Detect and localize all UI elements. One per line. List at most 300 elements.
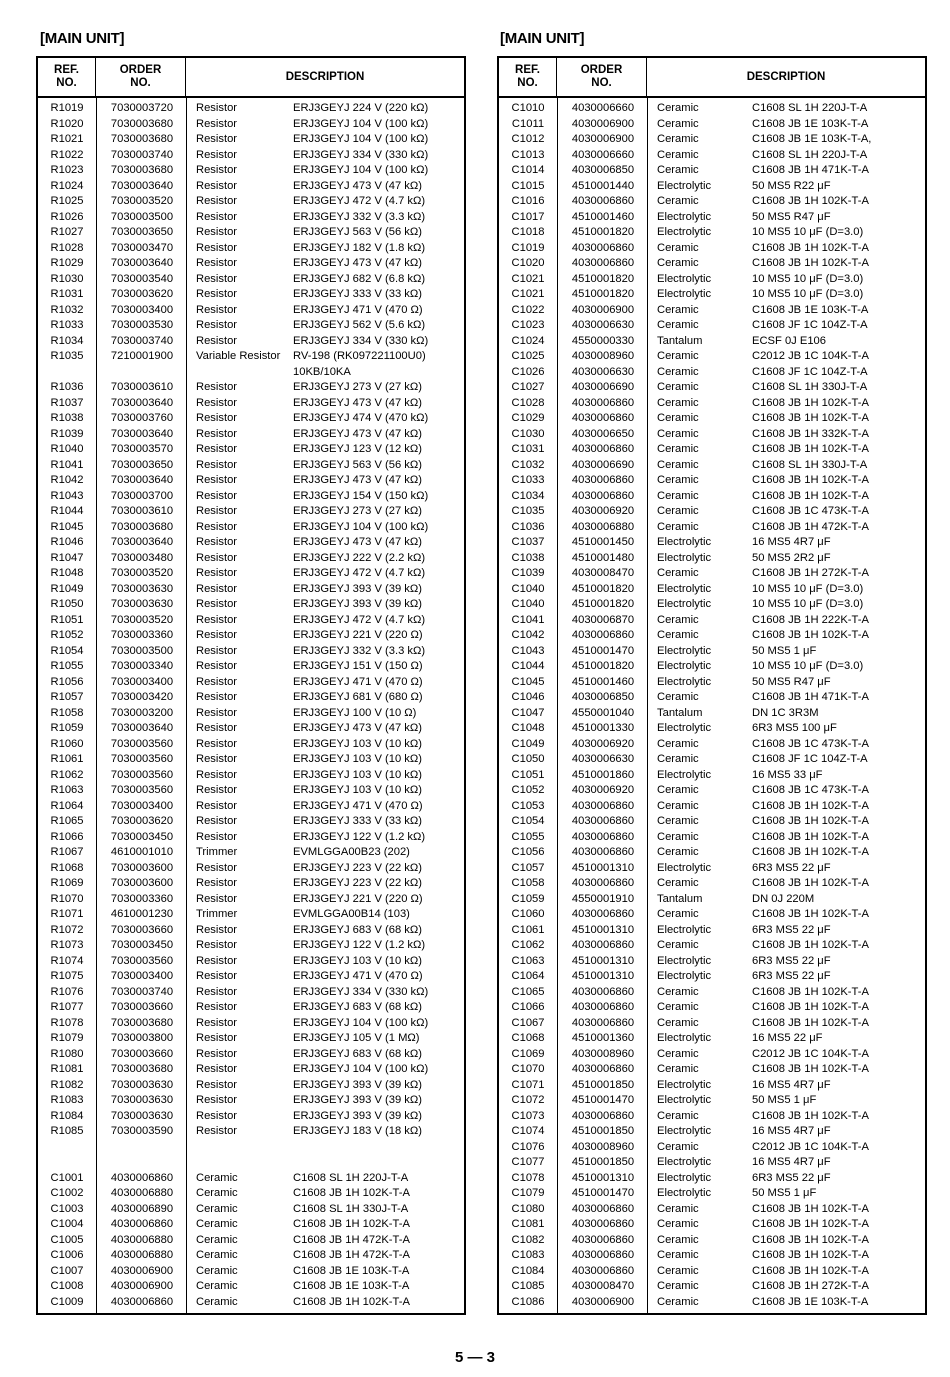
ref-no: C1058 [511, 877, 545, 889]
ref-no-header: REF. NO. [38, 58, 96, 96]
order-no: 7030003630 [110, 598, 174, 610]
order-no: 7030003800 [110, 1032, 174, 1044]
order-no-header: ORDER NO. [96, 58, 186, 96]
part-type: Ceramic [657, 102, 699, 114]
table-row [499, 1016, 925, 1032]
part-spec: ERJ3GEYJ 473 V (47 kΩ) [293, 179, 422, 192]
part-spec: ERJ3GEYJ 104 V (100 kΩ) [293, 117, 429, 130]
part-spec: ERJ3GEYJ 332 V (3.3 kΩ) [293, 210, 426, 223]
table-row [38, 1093, 464, 1109]
order-no: 7030003620 [110, 288, 174, 300]
table-header [499, 58, 925, 98]
left-section-title: [MAIN UNIT] [40, 30, 125, 47]
part-spec: C1608 JB 1H 102K-T-A [752, 799, 869, 812]
part-type: Ceramic [657, 613, 699, 626]
part-spec: 10 MS5 10 μF (D=3.0) [752, 226, 864, 238]
part-type: Ceramic [657, 830, 699, 843]
ref-no: C1048 [511, 722, 545, 734]
part-spec: ERJ3GEYJ 473 V (47 kΩ) [293, 396, 422, 409]
order-no: 4510001310 [571, 954, 635, 967]
order-no: 4610001010 [110, 846, 174, 858]
part-spec: C1608 JB 1H 102K-T-A [752, 908, 869, 920]
part-spec: C1608 JB 1H 102K-T-A [752, 1063, 869, 1075]
ref-no: C1035 [511, 505, 545, 517]
part-spec: ERJ3GEYJ 393 V (39 kΩ) [293, 1109, 422, 1122]
part-spec: C1608 JB 1H 472K-T-A [293, 1233, 410, 1246]
part-type: Electrolytic [657, 1078, 712, 1091]
order-no: 4030006860 [571, 489, 635, 502]
ref-no: C1011 [511, 117, 545, 130]
table-row [38, 427, 464, 443]
ref-no: R1022 [50, 148, 84, 161]
table-row [38, 272, 464, 288]
order-no: 4550001040 [571, 706, 635, 719]
part-type: Resistor [196, 737, 238, 750]
order-no: 7030003600 [110, 877, 174, 889]
table-row [499, 1186, 925, 1202]
order-no: 4030006850 [571, 164, 635, 176]
order-no: 4030006860 [571, 1063, 635, 1075]
table-row [499, 287, 925, 303]
ref-no: R1028 [50, 241, 84, 254]
table-row [499, 225, 925, 241]
part-spec: C1608 JB 1H 102K-T-A [752, 1264, 869, 1277]
part-type: Resistor [196, 1016, 238, 1029]
part-spec: EVMLGGA00B14 (103) [293, 908, 410, 920]
order-no: 4510001470 [571, 1187, 635, 1199]
table-row [38, 892, 464, 908]
part-type: Resistor [196, 815, 238, 827]
part-spec: C1608 JB 1H 332K-T-A [752, 427, 869, 440]
order-no: 4030006870 [571, 613, 635, 626]
order-no: 4510001440 [571, 179, 635, 192]
part-type: Resistor [196, 443, 238, 455]
part-type: Electrolytic [657, 1156, 712, 1168]
part-spec: ERJ3GEYJ 563 V (56 kΩ) [293, 458, 422, 471]
ref-no: R1025 [50, 195, 84, 207]
part-type: Ceramic [196, 1249, 238, 1261]
part-type: Tantalum [657, 892, 703, 905]
table-row [499, 427, 925, 443]
table-row [499, 458, 925, 474]
order-no: 4030008960 [571, 1140, 635, 1153]
part-spec: ERJ3GEYJ 182 V (1.8 kΩ) [293, 241, 426, 254]
part-type: Resistor [196, 1001, 238, 1013]
order-no: 4030006860 [571, 241, 635, 254]
part-spec: C1608 JF 1C 104Z-T-A [752, 319, 868, 331]
part-spec: 16 MS5 4R7 μF [752, 536, 831, 548]
table-row [499, 334, 925, 350]
table-row [38, 721, 464, 737]
part-type: Resistor [196, 179, 238, 192]
part-type: Ceramic [657, 195, 699, 207]
part-spec: C1608 JF 1C 104Z-T-A [752, 753, 868, 765]
table-row [499, 690, 925, 706]
table-row [499, 783, 925, 799]
part-type: Resistor [196, 1109, 238, 1122]
part-type: Electrolytic [657, 179, 712, 192]
ref-no: C1057 [511, 861, 545, 874]
ref-no: C1031 [511, 443, 545, 455]
ref-no: R1030 [50, 272, 84, 285]
ref-no: C1019 [511, 241, 545, 254]
ref-no [38, 1140, 96, 1156]
ref-no: R1070 [50, 892, 84, 905]
order-no: 4610001230 [110, 908, 174, 920]
part-type: Resistor [196, 582, 238, 595]
part-type: Electrolytic [657, 861, 712, 874]
ref-no: R1077 [50, 1001, 84, 1013]
order-no: 7030003400 [110, 675, 174, 688]
order-no: 7210001900 [110, 350, 174, 362]
ref-no: R1069 [50, 877, 84, 889]
part-type: Ceramic [657, 846, 699, 858]
part-type: Ceramic [657, 815, 699, 827]
part-type: Resistor [196, 272, 238, 285]
order-no: 4510001310 [571, 861, 635, 874]
ref-no: C1032 [511, 458, 545, 471]
order-no: 4030006860 [571, 815, 635, 827]
order-no: 7030003470 [110, 241, 174, 254]
table-row [499, 349, 925, 365]
ref-no: R1057 [50, 691, 84, 703]
ref-no: R1058 [50, 706, 84, 719]
table-row [499, 985, 925, 1001]
table-row [38, 628, 464, 644]
table-row [499, 845, 925, 861]
part-type: Resistor [196, 970, 238, 982]
table-row [38, 907, 464, 923]
page-number: 5 — 3 [454, 1349, 496, 1366]
part-spec: 6R3 MS5 22 μF [752, 861, 831, 874]
part-spec: C1608 JB 1H 102K-T-A [752, 1233, 869, 1246]
order-no: 7030003360 [110, 892, 174, 905]
part-type: Ceramic [657, 1280, 699, 1292]
order-no: 7030003570 [110, 443, 174, 455]
order-no: 7030003600 [110, 861, 174, 874]
order-no: 7030003340 [110, 660, 174, 672]
part-type: Ceramic [657, 443, 699, 455]
ref-no: C1076 [511, 1140, 545, 1153]
part-type: Resistor [196, 1032, 238, 1044]
part-type: Resistor [196, 489, 238, 502]
table-row [38, 969, 464, 985]
part-type: Resistor [196, 148, 238, 161]
ref-no: C1027 [511, 381, 545, 393]
part-type: Resistor [196, 195, 238, 207]
order-no: 4030008960 [571, 350, 635, 362]
table-row [38, 1062, 464, 1078]
part-type: Electrolytic [657, 722, 712, 734]
part-type: Resistor [196, 939, 238, 951]
order-no: 4030006860 [571, 830, 635, 843]
order-no-header: ORDER NO. [557, 58, 647, 96]
part-type: Resistor [196, 598, 238, 610]
order-no: 7030003500 [110, 644, 174, 657]
order-no: 7030003530 [110, 319, 174, 331]
part-spec: ERJ3GEYJ 334 V (330 kΩ) [293, 334, 429, 347]
table-row [38, 613, 464, 629]
part-type: Ceramic [657, 505, 699, 517]
order-no: 4030006860 [571, 1109, 635, 1122]
part-spec: C1608 JF 1C 104Z-T-A [752, 365, 868, 378]
part-type: Electrolytic [657, 1125, 712, 1137]
part-type: Electrolytic [657, 272, 712, 285]
table-row [499, 1171, 925, 1187]
ref-no: R1084 [50, 1109, 84, 1122]
ref-no: C1068 [511, 1032, 545, 1044]
ref-no: R1046 [50, 536, 84, 548]
table-row [499, 396, 925, 412]
ref-no: C1025 [511, 350, 545, 362]
part-type: Ceramic [657, 350, 699, 362]
table-row [499, 256, 925, 272]
order-no: 4510001820 [571, 272, 635, 285]
part-spec: C1608 JB 1H 102K-T-A [752, 1249, 869, 1261]
table-row [38, 1264, 464, 1280]
part-spec: ERJ3GEYJ 104 V (100 kΩ) [293, 133, 429, 145]
part-spec: ERJ3GEYJ 472 V (4.7 kΩ) [293, 613, 426, 626]
part-type: Ceramic [657, 303, 699, 316]
order-no: 7030003500 [110, 210, 174, 223]
table-row [499, 132, 925, 148]
order-no: 7030003400 [110, 970, 174, 982]
part-type: Ceramic [657, 489, 699, 502]
table-row [499, 907, 925, 923]
order-no: 7030003680 [110, 164, 174, 176]
table-row [499, 1000, 925, 1016]
table-row [499, 163, 925, 179]
part-spec: ERJ3GEYJ 103 V (10 kΩ) [293, 753, 422, 765]
right-parts-table [497, 56, 927, 1315]
part-type: Ceramic [657, 1001, 699, 1013]
part-type: Ceramic [657, 133, 699, 145]
order-no: 7030003520 [110, 195, 174, 207]
part-spec: ERJ3GEYJ 223 V (22 kΩ) [293, 861, 422, 874]
order-no: 7030003640 [110, 396, 174, 409]
part-type: Ceramic [196, 1202, 238, 1215]
order-no: 7030003680 [110, 520, 174, 533]
table-row [38, 287, 464, 303]
order-no: 4030006860 [571, 629, 635, 641]
part-spec: 50 MS5 R47 μF [752, 210, 831, 223]
part-type: Ceramic [196, 1171, 238, 1184]
part-spec: C1608 JB 1H 102K-T-A [293, 1218, 410, 1230]
ref-no: R1040 [50, 443, 84, 455]
part-spec: ERJ3GEYJ 103 V (10 kΩ) [293, 954, 422, 967]
part-type: Resistor [196, 303, 238, 316]
order-no: 4030006900 [571, 303, 635, 316]
ref-no: C1010 [511, 102, 545, 114]
ref-no-header: REF. NO. [499, 58, 557, 96]
ref-no: R1075 [50, 970, 84, 982]
part-type: Resistor [196, 629, 238, 641]
part-type: Resistor [196, 210, 238, 223]
order-no: 7030003740 [110, 985, 174, 998]
part-type: Electrolytic [657, 551, 712, 564]
order-no: 4510001820 [571, 226, 635, 238]
part-type: Resistor [196, 1078, 238, 1091]
order-no: 7030003740 [110, 148, 174, 161]
part-type: Ceramic [657, 985, 699, 998]
part-type: Resistor [196, 567, 238, 579]
part-type: Ceramic [657, 1047, 699, 1060]
order-no: 7030003560 [110, 737, 174, 750]
order-no: 4510001470 [571, 644, 635, 657]
order-no: 7030003640 [110, 257, 174, 269]
part-spec: ERJ3GEYJ 393 V (39 kΩ) [293, 1078, 422, 1091]
part-spec: 50 MS5 2R2 μF [752, 551, 831, 564]
description-header: DESCRIPTION [285, 70, 365, 83]
order-no: 4510001860 [571, 768, 635, 781]
part-spec: C1608 JB 1H 272K-T-A [752, 1280, 869, 1292]
ref-no: R1081 [50, 1063, 84, 1075]
table-row [499, 194, 925, 210]
part-type: Resistor [196, 954, 238, 967]
ref-no: R1062 [50, 768, 84, 781]
part-type: Ceramic [657, 784, 699, 796]
ref-no: R1021 [50, 133, 84, 145]
ref-no: C1018 [511, 226, 545, 238]
order-no: 7030003640 [110, 536, 174, 548]
order-no: 4030006880 [110, 1233, 174, 1246]
ref-no: C1082 [511, 1233, 545, 1246]
table-row [499, 861, 925, 877]
order-no: 7030003660 [110, 923, 174, 936]
part-spec: ERJ3GEYJ 393 V (39 kΩ) [293, 582, 422, 595]
part-spec: ERJ3GEYJ 332 V (3.3 kΩ) [293, 644, 426, 657]
part-spec: C1608 JB 1H 102K-T-A [752, 1109, 869, 1122]
part-type: Ceramic [657, 691, 699, 703]
table-body [38, 98, 464, 1313]
table-row [499, 628, 925, 644]
ref-no: C1006 [50, 1249, 84, 1261]
ref-no: C1021 [511, 272, 545, 285]
part-type: Resistor [196, 396, 238, 409]
part-type: Resistor [196, 505, 238, 517]
table-row [38, 597, 464, 613]
table-row [499, 644, 925, 660]
part-type: Resistor [196, 458, 238, 471]
right-section-title: [MAIN UNIT] [500, 30, 585, 47]
part-spec: ERJ3GEYJ 472 V (4.7 kΩ) [293, 567, 426, 579]
part-type: Resistor [196, 861, 238, 874]
order-no: 4510001460 [571, 210, 635, 223]
ref-no: C1003 [50, 1202, 84, 1215]
table-row [499, 1248, 925, 1264]
table-row [38, 876, 464, 892]
ref-no: R1042 [50, 474, 84, 486]
part-type: Ceramic [657, 164, 699, 176]
table-row [499, 1279, 925, 1295]
table-body [499, 98, 925, 1313]
part-type: Resistor [196, 768, 238, 781]
ref-no: C1021 [511, 288, 545, 300]
table-row [38, 675, 464, 691]
part-type: Ceramic [657, 1295, 699, 1308]
part-spec: 16 MS5 33 μF [752, 768, 823, 781]
part-type: Electrolytic [657, 923, 712, 936]
order-no: 7030003540 [110, 272, 174, 285]
ref-no: R1036 [50, 381, 84, 393]
table-row [38, 334, 464, 350]
ref-no: C1029 [511, 412, 545, 424]
part-spec-continuation: 10KB/10KA [293, 365, 351, 378]
part-type: Electrolytic [657, 582, 712, 595]
ref-no: C1015 [511, 179, 545, 192]
part-type: Electrolytic [657, 598, 712, 610]
ref-no: C1063 [511, 954, 545, 967]
table-row [38, 225, 464, 241]
order-no: 7030003400 [110, 799, 174, 812]
order-no: 7030003680 [110, 1016, 174, 1029]
table-row [38, 551, 464, 567]
table-row [38, 737, 464, 753]
ref-no: C1020 [511, 257, 545, 269]
table-row [38, 690, 464, 706]
order-no: 4030006900 [571, 1295, 635, 1308]
ref-no: R1068 [50, 861, 84, 874]
part-spec: ERJ3GEYJ 224 V (220 kΩ) [293, 102, 429, 114]
table-row [38, 194, 464, 210]
ref-no: R1019 [50, 102, 84, 114]
table-row [499, 1264, 925, 1280]
ref-no: C1061 [511, 923, 545, 936]
order-no: 4030006860 [110, 1295, 174, 1308]
table-row [499, 969, 925, 985]
part-spec: ERJ3GEYJ 105 V (1 MΩ) [293, 1032, 420, 1044]
part-spec: ERJ3GEYJ 334 V (330 kΩ) [293, 985, 429, 998]
ref-no: C1028 [511, 396, 545, 409]
table-row [499, 101, 925, 117]
order-no: 4030006850 [571, 691, 635, 703]
ref-no: C1077 [511, 1156, 545, 1168]
order-no: 4030006650 [571, 427, 635, 440]
order-no: 4030006860 [571, 257, 635, 269]
part-type: Resistor [196, 102, 238, 114]
table-row [499, 489, 925, 505]
part-spec: C1608 JB 1H 102K-T-A [752, 815, 869, 827]
table-row [38, 582, 464, 598]
part-spec: C1608 JB 1H 102K-T-A [752, 1016, 869, 1029]
ref-no: C1005 [50, 1233, 84, 1246]
table-row [499, 876, 925, 892]
order-no: 4510001820 [571, 582, 635, 595]
ref-no: C1013 [511, 148, 545, 161]
ref-no: C1064 [511, 970, 545, 982]
part-type: Ceramic [657, 1233, 699, 1246]
part-type: Electrolytic [657, 675, 712, 688]
order-no: 4510001310 [571, 923, 635, 936]
table-row [499, 675, 925, 691]
part-type: Resistor [196, 288, 238, 300]
order-no: 7030003610 [110, 381, 174, 393]
part-spec: ERJ3GEYJ 103 V (10 kΩ) [293, 768, 422, 781]
ref-no: R1059 [50, 722, 84, 734]
part-spec: C1608 JB 1H 102K-T-A [752, 412, 869, 424]
ref-no: R1029 [50, 257, 84, 269]
part-spec: ERJ3GEYJ 471 V (470 Ω) [293, 675, 423, 688]
part-spec: 16 MS5 4R7 μF [752, 1156, 831, 1168]
table-row [38, 566, 464, 582]
ref-no: R1024 [50, 179, 84, 192]
table-row [38, 1047, 464, 1063]
order-no: 7030003650 [110, 226, 174, 238]
part-type: Ceramic [657, 520, 699, 533]
part-type: Ceramic [657, 412, 699, 424]
part-type: Trimmer [196, 908, 238, 920]
ref-no: R1037 [50, 396, 84, 409]
